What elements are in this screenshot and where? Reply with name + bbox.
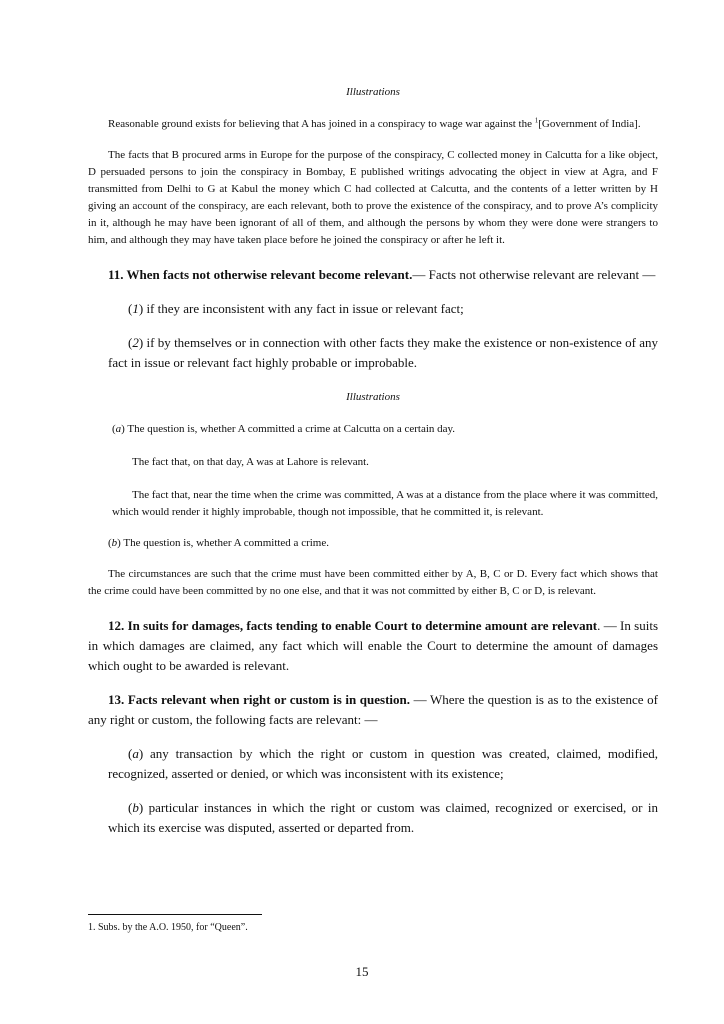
illustration-paragraph: (a) The question is, whether A committed a crime at Calcutta on a certain day. [112, 423, 456, 435]
section-12: 12. In suits for damages, facts tending to enable Court to determine amount are relevant. — In suits in which damages are claimed, any fact which will enable the Court to determine the amount of damages which ought to be awarded is relevant. [88, 618, 658, 673]
section-clause: (b) particular instances in which the right or custom was claimed, recognized or exercised, or in which its exercise was disputed, asserted or departed from. [108, 800, 658, 835]
illustration-paragraph: (b) The question is, whether A committed a crime. [108, 537, 329, 549]
section-11: 11. When facts not otherwise relevant become relevant.— Facts not otherwise relevant are relevant — [108, 267, 656, 282]
section-13: 13. Facts relevant when right or custom is in question. — Where the question is as to the existence of any right or custom, the following facts are relevant: — [88, 692, 658, 727]
page-number: 15 [355, 964, 369, 979]
footnote: 1. Subs. by the A.O. 1950, for “Queen”. [88, 922, 248, 933]
section-clause: (1) if they are inconsistent with any fact in issue or relevant fact; [128, 301, 464, 316]
illustrations-heading: Illustrations [346, 391, 400, 403]
illustration-paragraph: The circumstances are such that the crime must have been committed either by A, B, C or D. Every fact which shows that the crime could have been committed by no one else, and that it was not committed by either B, C or D, is relevant. [88, 568, 658, 597]
illustration-paragraph: The facts that B procured arms in Europe for the purpose of the conspiracy, C collected money in Calcutta for a like object, D persuaded persons to join the conspiracy in Bombay, E published writings advocating the object in view at Agra, and F transmitted from Delhi to G at Kabul the money which C had collected at Calcutta, and the contents of a letter written by H giving an account of the conspiracy, are each relevant, both to prove the existence of the conspiracy, and to prove A’s complicity in it, although he may have been ignorant of all of them, and although the persons by whom they were done were strangers to him, and although they may have taken place before he joined the conspiracy or after he left it. [88, 149, 658, 246]
illustration-paragraph: The fact that, near the time when the crime was committed, A was at a distance from the place where it was committed, which would render it highly improbable, though not impossible, that he committed it, is relevant. [112, 489, 658, 518]
illustration-paragraph: The fact that, on that day, A was at Lahore is relevant. [132, 456, 369, 468]
section-heading: 12. In suits for damages, facts tending to enable Court to determine amount are relevant [108, 618, 598, 633]
illustration-paragraph: Reasonable ground exists for believing that A has joined in a conspiracy to wage war against the $^1$[Government of India]. [108, 116, 641, 130]
section-clause: (2) if by themselves or in connection with other facts they make the existence or non-existence of any fact in issue or relevant fact highly probable or improbable. [108, 335, 658, 370]
page-body [88, 86, 658, 838]
footnote-marker: 1 [534, 116, 539, 125]
section-clause: (a) any transaction by which the right or custom in question was created, claimed, modified, recognized, asserted or denied, or which was inconsistent with its existence; [108, 746, 658, 781]
illustrations-heading: Illustrations [346, 86, 400, 98]
section-heading: 13. Facts relevant when right or custom is in question. [108, 692, 410, 707]
section-heading: 11. When facts not otherwise relevant become relevant. [108, 267, 413, 282]
footnote-divider [88, 914, 262, 915]
